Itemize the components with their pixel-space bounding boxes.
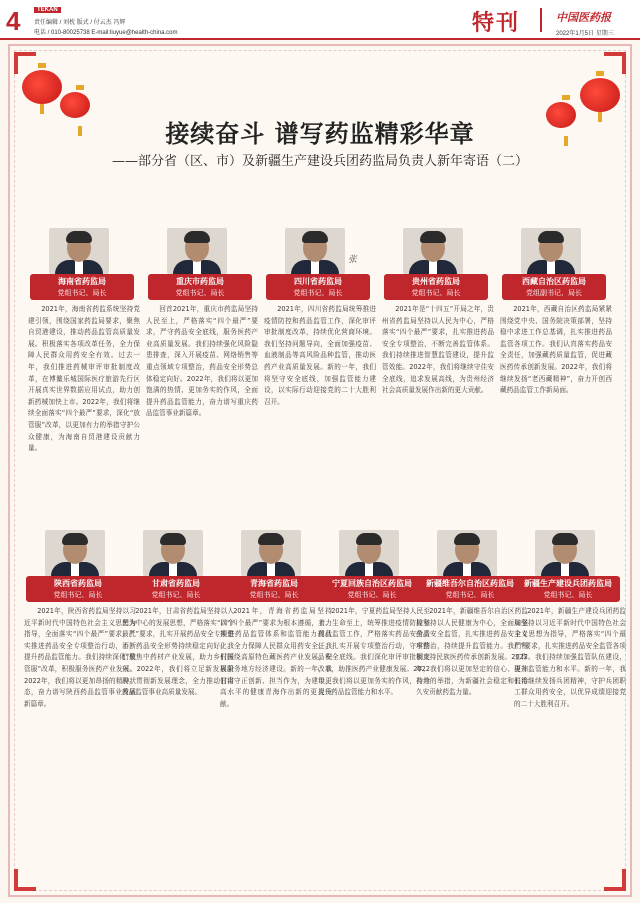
- red-lantern-icon: [22, 70, 62, 104]
- org-position: 党组书记、局长: [411, 289, 461, 297]
- card-body: [264, 304, 376, 520]
- org-position: 党组副书记、局长: [526, 289, 582, 297]
- issue-date: 2022年1月5日 星期三: [556, 31, 614, 37]
- card-body: [24, 606, 136, 876]
- main-title: 接续奋斗 谱写药监精彩华章: [165, 119, 475, 148]
- page-header: [0, 0, 640, 40]
- section-title: 特刊: [472, 11, 521, 36]
- editors-line: 责任编辑 / 刘枕 版式 / 付云杰 冯辉: [34, 20, 126, 26]
- org-position: 党组书记、局长: [249, 591, 299, 599]
- portrait-photo: [285, 228, 345, 274]
- card-text: 2021年，青海省药监局坚持以“四个最严”要求为根本遵循，着力推进药品监管体系和监管能力现代化，全力保障人民群众用药安全。我们围绕高原特色藏医药产业发展，积极服务地方经济建设。新的一年，我们将守正创新、担当作为，为建设更高水平的健康青海作出新的更大贡献。: [220, 607, 332, 708]
- portrait-photo: [403, 228, 463, 274]
- card-text: 2021年，新疆生产建设兵团药监局坚持以习近平新时代中国特色社会主义思想为指导，严格落实“四个最严”要求，扎实推进药品安全监管各项工作。我们持续加强监管队伍建设，提升监管能力和水平。新的一年，我们将继续发扬兵团精神，守护兵团职工群众用药安全，以优异成绩迎接党的二十大胜利召开。: [514, 607, 626, 708]
- org-name: 青海省药监局: [250, 579, 298, 588]
- card-body: [382, 304, 494, 520]
- signature: 张: [348, 255, 358, 265]
- org-label: [502, 274, 606, 300]
- org-position: 党组书记、局长: [445, 591, 495, 599]
- card-body: [220, 606, 332, 876]
- card-text: 2021年，陕西省药监局坚持以习近平新时代中国特色社会主义思想为指导，全面落实“四个最严”要求，扎实推进药品安全专项整治行动，不断提升药品监管能力。我们持续深化“放管服”改革，积极服务医药产业发展。2022年，我们将以更加昂扬的精神状态，奋力谱写陕西药品监管事业发展新篇章。: [24, 607, 136, 708]
- card-text: 2021年，四川省药监局统筹推进疫情防控和药品监管工作，深化审评审批制度改革，持续优化营商环境。我们坚持问题导向，全面加强疫苗、血液制品等高风险品种监管，推动医药产业高质量发展。新的一年，我们将坚守安全底线，加强监管能力建设，以实际行动迎接党的二十大胜利召开。: [264, 305, 376, 406]
- org-name: 陕西省药监局: [54, 579, 102, 588]
- header-divider: [540, 8, 542, 32]
- org-name: 新疆生产建设兵团药监局: [524, 579, 612, 588]
- card-body: [318, 606, 430, 876]
- portrait-photo: [143, 530, 203, 576]
- org-label: [124, 576, 228, 602]
- org-label: [320, 576, 424, 602]
- org-label: [26, 576, 130, 602]
- org-name: 贵州省药监局: [412, 277, 460, 286]
- card-text: 2021年，新疆维吾尔自治区药监局坚持以人民健康为中心，全面加强药品安全监管，扎实推进药品安全专项整治，持续提升监管能力。我们积极支持民族医药传承创新发展。2022年，我们将以更加坚定的信心、更加有力的举措，为新疆社会稳定和长治久安贡献药监力量。: [416, 607, 528, 697]
- org-name: 西藏自治区药监局: [522, 277, 586, 286]
- org-position: 党组书记、局长: [53, 591, 103, 599]
- card-text: 回首2021年，重庆市药监局坚持人民至上，严格落实“四个最严”要求，严守药品安全底线，服务医药产业高质量发展。我们持续强化风险隐患排查，深入开展疫苗、网络销售等重点领域专项整治，药品安全形势总体稳定向好。2022年，我们将以更加饱满的热情、更加务实的作风，全面提升药品监管能力，奋力谱写重庆药品监管事业新篇章。: [146, 305, 258, 418]
- org-name: 四川省药监局: [294, 277, 342, 286]
- sub-title: ——部分省（区、市）及新疆生产建设兵团药监局负责人新年寄语（二）: [111, 154, 528, 169]
- corner-ornament-icon: [604, 52, 626, 74]
- org-position: 党组书记、局长: [57, 289, 107, 297]
- org-position: 党组书记、局长: [543, 591, 593, 599]
- card-body: [28, 304, 140, 520]
- org-label: [384, 274, 488, 300]
- card-text: 2021年，宁夏药监局坚持人民至上、生命至上，统筹推进疫情防控和药品监管工作，严格落实药品安全责任，扎实开展专项整治行动，守牢药品安全底线。我们深化审评审批制度改革，助推医药产业健康发展。2022年，我们将以更加务实的作风，持续提升药品监管能力和水平。: [318, 607, 430, 697]
- portrait-photo: [45, 530, 105, 576]
- card-text: 2021年，海南省药监系统坚持党建引领，围绕国家药监局要求，聚焦自贸港建设，推动药品监管高质量发展。积极落实各项改革任务，全力保障人民群众用药安全有效。过去一年，我们推进药械审评审批制度改革，在博鳌乐城国际医疗旅游先行区开展真实世界数据应用试点，助力创新药械加快上市。2022年，我们将继续全面落实“四个最严”要求，深化“放管服”改革，以更加有力的举措守护公众健康，为海南自贸港建设贡献力量。: [28, 305, 140, 453]
- org-label: [516, 576, 620, 602]
- card-body: [514, 606, 626, 876]
- newspaper-name: 中国医药报: [556, 11, 611, 24]
- portrait-photo: [49, 228, 109, 274]
- org-position: 党组书记、局长: [175, 289, 225, 297]
- portrait-photo: [521, 228, 581, 274]
- portrait-photo: [437, 530, 497, 576]
- org-label: [266, 274, 370, 300]
- org-name: 甘肃省药监局: [152, 579, 200, 588]
- page-number: 4: [6, 6, 21, 36]
- org-position: 党组书记、局长: [151, 591, 201, 599]
- portrait-photo: [167, 228, 227, 274]
- portrait-photo: [241, 530, 301, 576]
- card-text: 2021年，西藏自治区药监局紧紧围绕党中央、国务院决策部署，坚持稳中求进工作总基调，扎实推进药品监管各项工作。我们认真落实药品安全责任，加强藏药质量监管，促进藏医药传承创新发展。2022年，我们将继续发扬“老西藏精神”，奋力开创西藏药品监管工作新局面。: [500, 305, 612, 395]
- contact-line: 电话 / 010-80025738 E-mail:liuyue@health-china.com: [34, 30, 178, 36]
- org-name: 重庆市药监局: [176, 277, 224, 286]
- org-name: 新疆维吾尔自治区药监局: [426, 579, 514, 588]
- portrait-photo: [339, 530, 399, 576]
- header-rule: [0, 38, 640, 40]
- section-tag: TEKAN: [34, 7, 61, 13]
- card-text: 2021年，甘肃省药监局坚持以人民为中心的发展思想，严格落实“四个最严”要求，扎实开展药品安全专项整治，药品安全形势持续稳定向好。我们聚焦中药材产业发展，助力乡村振兴。2022年，我们将立足新发展阶段，贯彻新发展理念，全力推动甘肃药品监管事业高质量发展。: [122, 607, 234, 697]
- org-label: [222, 576, 326, 602]
- card-text: 2021年是“十四五”开局之年，贵州省药监局坚持以人民为中心，严格落实“四个最严”要求，扎实推进药品安全专项整治，不断完善监管体系。我们持续推进智慧监管建设，提升监管效能。2022年，我们将继续守住安全底线，追求发展高线，为贵州经济社会高质量发展作出新的更大贡献。: [382, 305, 494, 395]
- portrait-photo: [535, 530, 595, 576]
- card-body: [146, 304, 258, 520]
- card-body: [416, 606, 528, 876]
- org-position: 党组书记、局长: [347, 591, 397, 599]
- org-label: [30, 274, 134, 300]
- org-position: 党组书记、局长: [293, 289, 343, 297]
- card-body: [500, 304, 612, 520]
- card-body: [122, 606, 234, 876]
- org-name: 宁夏回族自治区药监局: [332, 579, 412, 588]
- red-lantern-icon: [580, 78, 620, 112]
- org-label: [418, 576, 522, 602]
- org-label: [148, 274, 252, 300]
- org-name: 海南省药监局: [58, 277, 106, 286]
